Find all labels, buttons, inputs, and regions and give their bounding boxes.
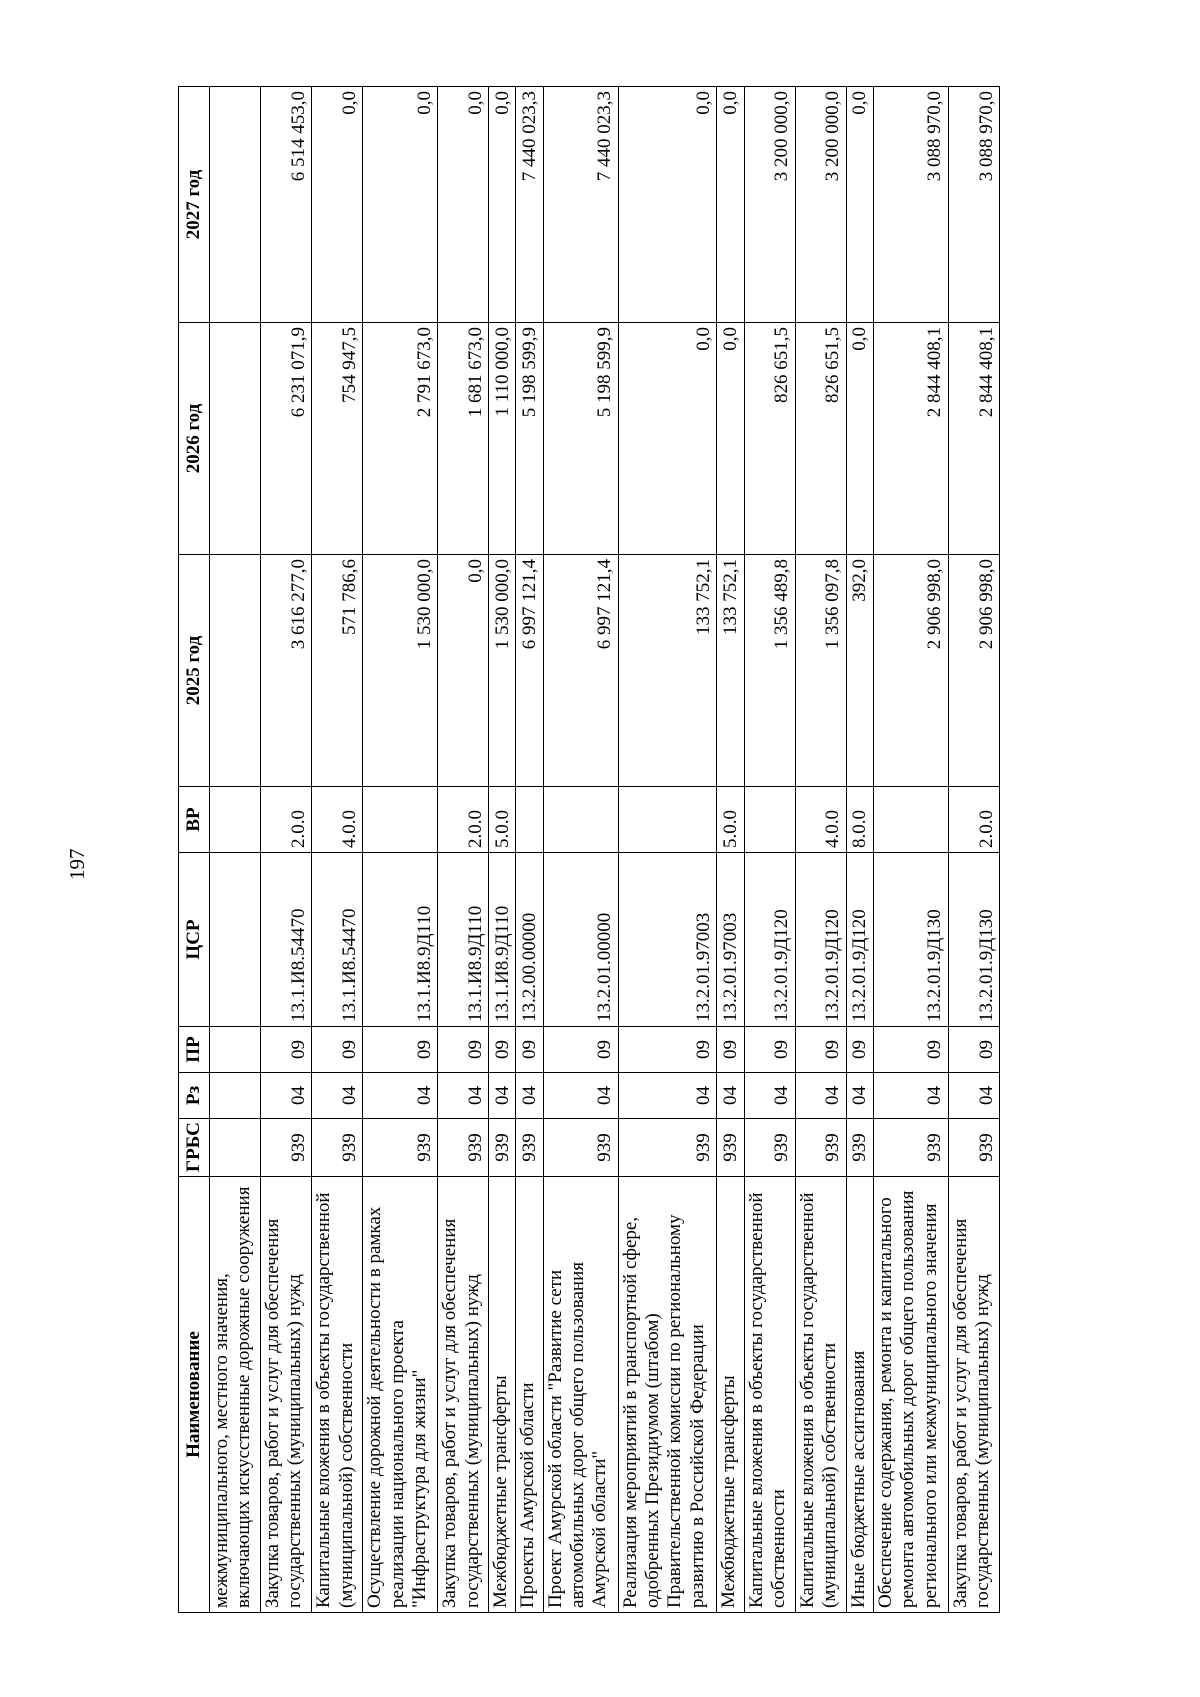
cell-y2027: 0,0 — [312, 87, 363, 323]
cell-y2026: 0,0 — [717, 323, 744, 555]
cell-rz: 04 — [261, 1073, 312, 1119]
cell-y2027: 3 088 970,0 — [948, 87, 999, 323]
cell-y2025: 1 356 097,8 — [795, 555, 846, 787]
cell-pr: 09 — [516, 1027, 543, 1073]
cell-pr: 09 — [312, 1027, 363, 1073]
cell-y2027 — [210, 87, 261, 323]
table-row — [795, 87, 846, 1613]
cell-vr — [516, 787, 543, 853]
cell-pr: 09 — [261, 1027, 312, 1073]
cell-vr — [543, 787, 618, 853]
table-row — [744, 87, 795, 1613]
cell-y2026: 0,0 — [846, 323, 873, 555]
cell-y2025: 6 997 121,4 — [516, 555, 543, 787]
cell-grbs: 939 — [438, 1119, 489, 1177]
cell-y2027: 7 440 023,3 — [516, 87, 543, 323]
cell-name: Обеспечение содержания, ремонта и капитального ремонта автомобильных дорог общего пользования регионального или межмуниципального значения — [873, 1177, 948, 1613]
table-row — [618, 87, 717, 1613]
cell-y2027: 6 514 453,0 — [261, 87, 312, 323]
cell-rz: 04 — [438, 1073, 489, 1119]
cell-rz: 04 — [873, 1073, 948, 1119]
cell-y2026: 0,0 — [618, 323, 717, 555]
cell-vr: 2.0.0 — [438, 787, 489, 853]
page-number: 197 — [65, 848, 89, 880]
cell-pr: 09 — [489, 1027, 516, 1073]
cell-pr: 09 — [795, 1027, 846, 1073]
cell-y2026: 754 947,5 — [312, 323, 363, 555]
cell-y2026: 5 198 599,9 — [516, 323, 543, 555]
cell-vr: 8.0.0 — [846, 787, 873, 853]
cell-y2025: 133 752,1 — [717, 555, 744, 787]
cell-pr — [210, 1027, 261, 1073]
cell-y2026: 2 844 408,1 — [948, 323, 999, 555]
header-vr: ВР — [179, 787, 210, 853]
table-body — [210, 87, 1000, 1613]
cell-pr: 09 — [543, 1027, 618, 1073]
cell-y2025: 3 616 277,0 — [261, 555, 312, 787]
cell-name: Осуществление дорожной деятельности в рамках реализации национального проекта "Инфраструктура для жизни" — [363, 1177, 438, 1613]
header-pr: ПР — [179, 1027, 210, 1073]
cell-vr: 2.0.0 — [948, 787, 999, 853]
budget-table — [178, 86, 1000, 1613]
table-row — [312, 87, 363, 1613]
cell-y2026: 5 198 599,9 — [543, 323, 618, 555]
header-name: Наименование — [179, 1177, 210, 1613]
cell-name: Закупка товаров, работ и услуг для обеспечения государственных (муниципальных) нужд — [438, 1177, 489, 1613]
cell-csr: 13.1.И8.9Д110 — [489, 853, 516, 1027]
cell-grbs: 939 — [846, 1119, 873, 1177]
cell-y2025: 1 530 000,0 — [363, 555, 438, 787]
cell-rz: 04 — [717, 1073, 744, 1119]
cell-y2025: 1 530 000,0 — [489, 555, 516, 787]
cell-y2027: 0,0 — [846, 87, 873, 323]
cell-y2025: 0,0 — [438, 555, 489, 787]
cell-pr: 09 — [363, 1027, 438, 1073]
cell-rz: 04 — [543, 1073, 618, 1119]
table-header-row — [179, 87, 210, 1613]
cell-pr: 09 — [846, 1027, 873, 1073]
cell-pr: 09 — [948, 1027, 999, 1073]
cell-name: Капитальные вложения в объекты государственной (муниципальной) собственности — [795, 1177, 846, 1613]
cell-csr: 13.2.01.9Д120 — [744, 853, 795, 1027]
cell-grbs: 939 — [261, 1119, 312, 1177]
cell-y2025 — [210, 555, 261, 787]
cell-y2027: 3 088 970,0 — [873, 87, 948, 323]
cell-y2027: 0,0 — [618, 87, 717, 323]
cell-y2027: 7 440 023,3 — [543, 87, 618, 323]
cell-grbs: 939 — [948, 1119, 999, 1177]
header-grbs: ГРБС — [179, 1119, 210, 1177]
cell-name: Реализация мероприятий в транспортной сфере, одобренных Президиумом (штабом) Правительственной комиссии по региональному развитию в Российской Федерации — [618, 1177, 717, 1613]
header-2025: 2025 год — [179, 555, 210, 787]
cell-name: Межбюджетные трансферты — [717, 1177, 744, 1613]
cell-y2025: 1 356 489,8 — [744, 555, 795, 787]
header-rz: Рз — [179, 1073, 210, 1119]
cell-csr: 13.2.00.00000 — [516, 853, 543, 1027]
cell-name: межмуниципального, местного значения, включающих искусственные дорожные сооружения — [210, 1177, 261, 1613]
cell-pr: 09 — [618, 1027, 717, 1073]
cell-vr: 4.0.0 — [795, 787, 846, 853]
cell-vr: 4.0.0 — [312, 787, 363, 853]
cell-y2025: 2 906 998,0 — [873, 555, 948, 787]
table-row — [516, 87, 543, 1613]
cell-vr — [210, 787, 261, 853]
cell-csr — [210, 853, 261, 1027]
cell-csr: 13.2.01.97003 — [618, 853, 717, 1027]
cell-rz: 04 — [948, 1073, 999, 1119]
cell-y2027: 3 200 000,0 — [744, 87, 795, 323]
header-csr: ЦСР — [179, 853, 210, 1027]
table-row — [846, 87, 873, 1613]
cell-y2025: 2 906 998,0 — [948, 555, 999, 787]
table-row — [489, 87, 516, 1613]
cell-vr: 5.0.0 — [717, 787, 744, 853]
cell-grbs: 939 — [543, 1119, 618, 1177]
cell-rz: 04 — [516, 1073, 543, 1119]
table-row — [363, 87, 438, 1613]
cell-y2025: 6 997 121,4 — [543, 555, 618, 787]
cell-y2026: 6 231 071,9 — [261, 323, 312, 555]
cell-y2025: 392,0 — [846, 555, 873, 787]
table-container — [178, 87, 1000, 1613]
cell-name: Капитальные вложения в объекты государственной собственности — [744, 1177, 795, 1613]
cell-name: Межбюджетные трансферты — [489, 1177, 516, 1613]
cell-pr: 09 — [438, 1027, 489, 1073]
cell-csr: 13.1.И8.9Д110 — [438, 853, 489, 1027]
cell-rz: 04 — [618, 1073, 717, 1119]
cell-vr — [618, 787, 717, 853]
cell-rz: 04 — [744, 1073, 795, 1119]
header-2026: 2026 год — [179, 323, 210, 555]
cell-rz: 04 — [846, 1073, 873, 1119]
table-row — [543, 87, 618, 1613]
cell-rz — [210, 1073, 261, 1119]
cell-y2027: 3 200 000,0 — [795, 87, 846, 323]
cell-y2026: 1 110 000,0 — [489, 323, 516, 555]
table-row — [948, 87, 999, 1613]
cell-vr — [873, 787, 948, 853]
cell-name: Иные бюджетные ассигнования — [846, 1177, 873, 1613]
cell-y2025: 133 752,1 — [618, 555, 717, 787]
cell-grbs: 939 — [744, 1119, 795, 1177]
cell-y2027: 0,0 — [489, 87, 516, 323]
cell-csr: 13.1.И8.54470 — [312, 853, 363, 1027]
cell-vr: 5.0.0 — [489, 787, 516, 853]
cell-csr: 13.1.И8.9Д110 — [363, 853, 438, 1027]
cell-pr: 09 — [744, 1027, 795, 1073]
table-row — [873, 87, 948, 1613]
cell-rz: 04 — [363, 1073, 438, 1119]
table-row — [717, 87, 744, 1613]
cell-csr: 13.2.01.9Д120 — [795, 853, 846, 1027]
cell-y2026: 1 681 673,0 — [438, 323, 489, 555]
cell-rz: 04 — [489, 1073, 516, 1119]
cell-pr: 09 — [717, 1027, 744, 1073]
cell-y2027: 0,0 — [717, 87, 744, 323]
cell-vr — [744, 787, 795, 853]
cell-grbs: 939 — [873, 1119, 948, 1177]
cell-y2027: 0,0 — [363, 87, 438, 323]
cell-vr — [363, 787, 438, 853]
cell-name: Закупка товаров, работ и услуг для обеспечения государственных (муниципальных) нужд — [261, 1177, 312, 1613]
cell-rz: 04 — [312, 1073, 363, 1119]
cell-y2026: 826 651,5 — [744, 323, 795, 555]
cell-csr: 13.2.01.00000 — [543, 853, 618, 1027]
cell-grbs: 939 — [618, 1119, 717, 1177]
cell-csr: 13.2.01.9Д130 — [873, 853, 948, 1027]
cell-grbs: 939 — [489, 1119, 516, 1177]
cell-grbs: 939 — [516, 1119, 543, 1177]
cell-grbs: 939 — [795, 1119, 846, 1177]
header-2027: 2027 год — [179, 87, 210, 323]
cell-y2025: 571 786,6 — [312, 555, 363, 787]
cell-vr: 2.0.0 — [261, 787, 312, 853]
cell-name: Закупка товаров, работ и услуг для обеспечения государственных (муниципальных) нужд — [948, 1177, 999, 1613]
cell-pr: 09 — [873, 1027, 948, 1073]
cell-grbs — [210, 1119, 261, 1177]
cell-y2026: 2 844 408,1 — [873, 323, 948, 555]
table-row — [261, 87, 312, 1613]
cell-y2027: 0,0 — [438, 87, 489, 323]
cell-csr: 13.2.01.9Д130 — [948, 853, 999, 1027]
cell-y2026: 826 651,5 — [795, 323, 846, 555]
cell-csr: 13.2.01.9Д120 — [846, 853, 873, 1027]
cell-grbs: 939 — [363, 1119, 438, 1177]
cell-grbs: 939 — [312, 1119, 363, 1177]
cell-csr: 13.1.И8.54470 — [261, 853, 312, 1027]
cell-name: Проекты Амурской области — [516, 1177, 543, 1613]
cell-y2026 — [210, 323, 261, 555]
cell-y2026: 2 791 673,0 — [363, 323, 438, 555]
cell-csr: 13.2.01.97003 — [717, 853, 744, 1027]
table-row — [438, 87, 489, 1613]
cell-grbs: 939 — [717, 1119, 744, 1177]
cell-rz: 04 — [795, 1073, 846, 1119]
table-row — [210, 87, 261, 1613]
cell-name: Проект Амурской области "Развитие сети автомобильных дорог общего пользования Амурской области" — [543, 1177, 618, 1613]
cell-name: Капитальные вложения в объекты государственной (муниципальной) собственности — [312, 1177, 363, 1613]
